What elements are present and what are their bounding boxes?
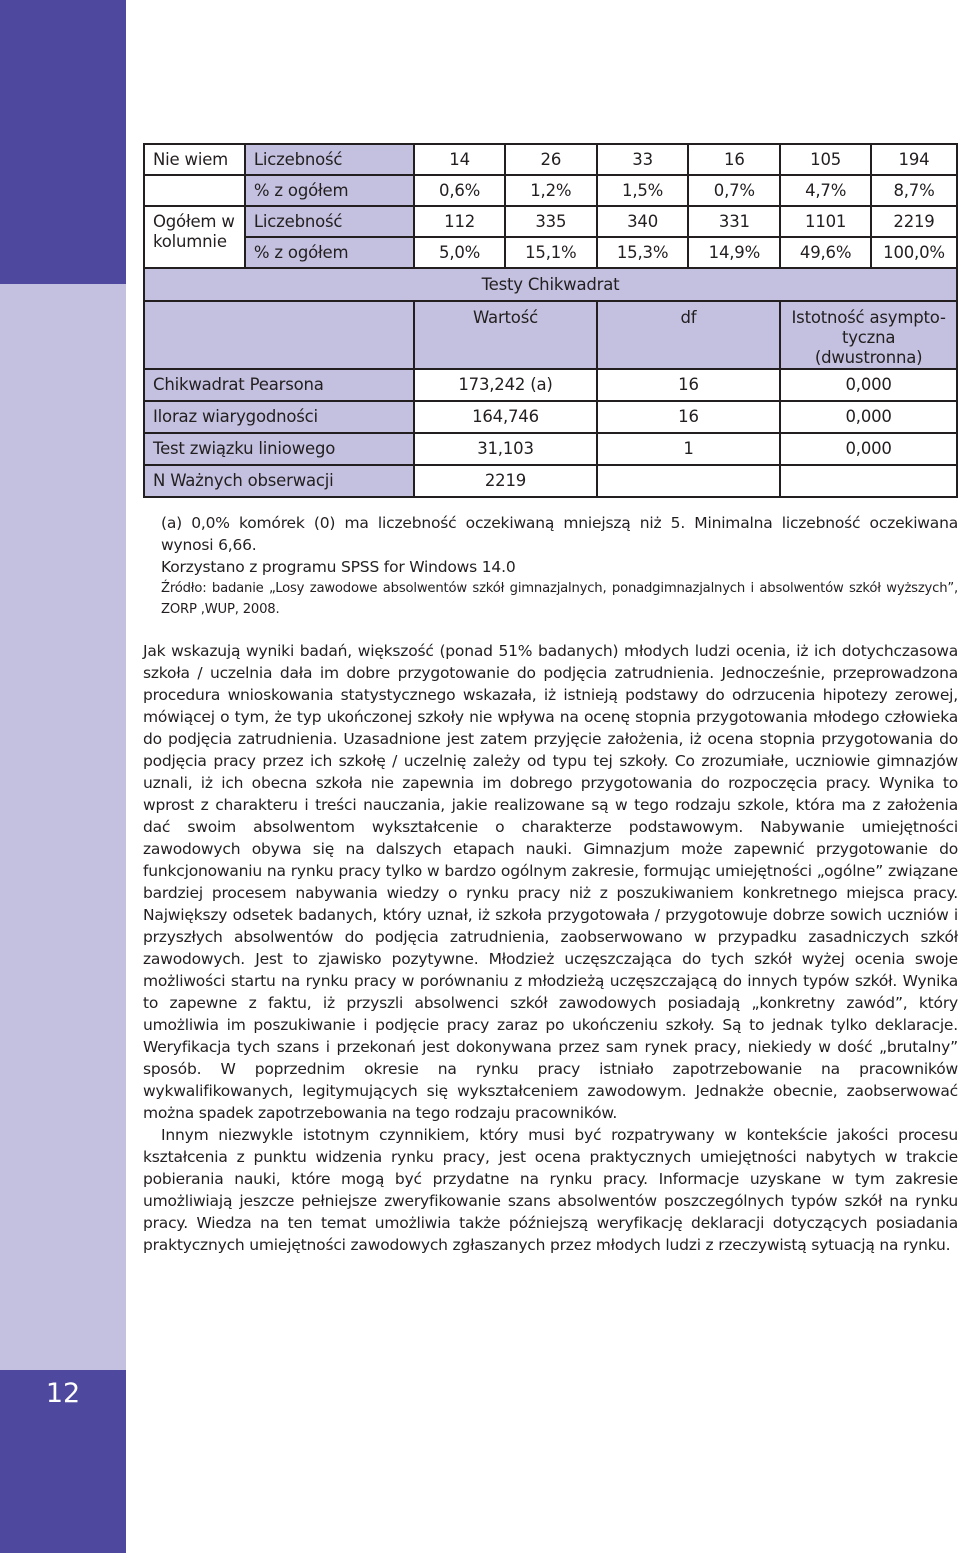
table-cell: 1: [597, 433, 781, 465]
row-label-nie-wiem: Nie wiem: [144, 144, 245, 175]
table-cell: 26: [505, 144, 597, 175]
header-wartosc: Wartość: [414, 301, 596, 369]
table-row: [144, 401, 957, 433]
table-cell: 16: [597, 369, 781, 401]
chi-title: Testy Chikwadrat: [144, 268, 957, 301]
table-cell: 1,5%: [597, 175, 689, 206]
table-row: [144, 144, 957, 175]
page-number: 12: [45, 1378, 81, 1409]
count-label: Liczebność: [245, 144, 414, 175]
chi-row-label: Test związku liniowego: [144, 433, 414, 465]
table-cell: 2219: [414, 465, 596, 497]
paragraph: Innym niezwykle istotnym czynnikiem, który musi być rozpatrywany w kontekście jakości procesu kształcenia z punktu widzenia rynku pracy, jest ocena praktycznych umiejętności nabytych w trakcie pobierania nauki, które mogą być przydatne na rynku pracy. Informacje uzyskane w tym zakresie umożliwiają jeszcze pełniejsze zweryfikowanie szans absolwentów poszczególnych typów szkół na rynku pracy. Wiedza na ten temat umożliwia także późniejszą weryfikację deklaracji dotyczących posiadania praktycznych umiejętności zawodowych zgłaszanych przez młodych ludzi z rzeczywistą sytuacją na rynku.: [143, 1126, 958, 1254]
table-cell: 31,103: [414, 433, 596, 465]
body-text: [143, 640, 958, 1256]
table-cell: 100,0%: [871, 237, 957, 268]
table-cell: 0,000: [780, 369, 957, 401]
chi-row-label: N Ważnych obserwacji: [144, 465, 414, 497]
table-cell: 1101: [780, 206, 871, 237]
table-row: [144, 206, 957, 237]
table-cell: 173,242 (a): [414, 369, 596, 401]
table-cell: 8,7%: [871, 175, 957, 206]
statistics-table: [143, 143, 958, 498]
table-cell: 331: [688, 206, 780, 237]
table-cell: 33: [597, 144, 689, 175]
source-note: Źródło: badanie „Losy zawodowe absolwentów szkół gimnazjalnych, ponadgimnazjalnych i absolwentów szkół wyższych”, ZORP ,WUP, 2008.: [161, 581, 958, 617]
table-cell: 105: [780, 144, 871, 175]
software-note: Korzystano z programu SPSS for Windows 14.0: [161, 558, 516, 576]
count-label: Liczebność: [245, 206, 414, 237]
table-cell: 0,000: [780, 433, 957, 465]
header-istotnosc-line1: Istotność asympto-: [791, 308, 946, 327]
empty-cell: [144, 175, 245, 206]
pct-label: % z ogółem: [245, 175, 414, 206]
table-cell: 16: [597, 401, 781, 433]
table-row: [144, 175, 957, 206]
table-cell: 194: [871, 144, 957, 175]
table-cell: 4,7%: [780, 175, 871, 206]
table-cell: [780, 465, 957, 497]
sidebar-band-top: [0, 0, 126, 284]
table-cell: 1,2%: [505, 175, 597, 206]
header-istotnosc: [780, 301, 957, 369]
table-cell: 112: [414, 206, 505, 237]
table-cell: 0,000: [780, 401, 957, 433]
table-cell: 164,746: [414, 401, 596, 433]
empty-header-cell: [144, 301, 414, 369]
pct-label: % z ogółem: [245, 237, 414, 268]
table-cell: 14,9%: [688, 237, 780, 268]
table-row: [144, 268, 957, 301]
table-cell: 14: [414, 144, 505, 175]
table-row: [144, 301, 957, 369]
paragraph: Jak wskazują wyniki badań, większość (ponad 51% badanych) młodych ludzi ocenia, iż ich dotychczasowa szkoła / uczelnia dała im dobre przygotowanie do podjęcia zatrudnienia. Jednocześnie, przeprowadzona procedura wnioskowania statystycznego wskazała, iż istnieją podstawy do odrzucenia hipotezy zerowej, mówiącej o tym, że typ ukończonej szkoły nie wpływa na ocenę stopnia przygotowania młodego człowieka do podjęcia zatrudnienia. Uzasadnione jest zatem przyjęcie założenia, iż ocena stopnia przygotowania do podjęcia pracy przez ich szkołę / uczelnię zależy od typu tej szkoły. Co zrozumiałe, uczniowie gimnazjów uznali, iż ich obecna szkoła nie zapewnia im dobrego przygotowania do rozpoczęcia pracy. Wynika to wprost z charakteru i treści nauczania, jakie realizowane są w tego rodzaju szkole, która ma z założenia dać swoim absolwentom wykształcenie o charakterze podstawowym. Nabywanie umiejętności zawodowych obywa się na dalszych etapach nauki. Gimnazjum może zapewnić przygotowanie do funkcjonowaniu na rynku pracy tylko w bardzo ogólnym zakresie, formując umiejętności „ogólne” związane bardziej procesem nabywania wiedzy o rynku pracy niż z poszukiwaniem konkretnego miejsca pracy. Największy odsetek badanych, który uznał, iż szkoła przygotowała / przygotowuje dobrze sowich uczniów i przyszłych absolwentów do podjęcia zatrudnienia, zaobserwowano w przypadku zasadniczych szkół zawodowych. Jest to zjawisko pozytywne. Młodzież uczęszczająca do tych szkół wyżej ocenia swoje możliwości startu na rynku pracy w porównaniu z młodzieżą uczęszczającą do innych typów szkół. Wynika to zapewne z faktu, iż przyszli absolwenci szkół zawodowych posiadają „konkretny zawód”, który umożliwia im poszukiwanie i podjęcie pracy zaraz po ukończeniu szkoły. Są to jednak tylko deklaracje. Weryfikacja tych szans i przekonań jest dokonywana przez sam rynek pracy, niekiedy w dość „brutalny” sposób. W poprzednim okresie na rynku pracy istniało zapotrzebowanie na pracowników wykwalifikowanych, legitymujących się wykształceniem zawodowym. Jednakże obecnie, zaobserwować można spadek zapotrzebowania na tego rodzaju pracowników.: [143, 642, 958, 1122]
table-row: [144, 237, 957, 268]
footnote-a: (a) 0,0% komórek (0) ma liczebność oczekiwaną mniejszą niż 5. Minimalna liczebność oczekiwana wynosi 6,66.: [161, 514, 958, 554]
chi-row-label: Chikwadrat Pearsona: [144, 369, 414, 401]
table-cell: 0,7%: [688, 175, 780, 206]
header-df: df: [597, 301, 781, 369]
table-cell: 0,6%: [414, 175, 505, 206]
table-cell: [597, 465, 781, 497]
table-cell: 335: [505, 206, 597, 237]
table-cell: 49,6%: [780, 237, 871, 268]
table-row: [144, 433, 957, 465]
table-cell: 16: [688, 144, 780, 175]
header-istotnosc-line2: tyczna (dwustronna): [814, 328, 923, 367]
table-cell: 2219: [871, 206, 957, 237]
table-cell: 340: [597, 206, 689, 237]
table-cell: 15,1%: [505, 237, 597, 268]
table-cell: 15,3%: [597, 237, 689, 268]
table-notes: [143, 512, 958, 620]
chi-row-label: Iloraz wiarygodności: [144, 401, 414, 433]
table-row: [144, 465, 957, 497]
row-label-ogolem: Ogółem w kolumnie: [144, 206, 245, 268]
sidebar-decoration: [0, 0, 126, 1553]
table-row: [144, 369, 957, 401]
table-cell: 5,0%: [414, 237, 505, 268]
